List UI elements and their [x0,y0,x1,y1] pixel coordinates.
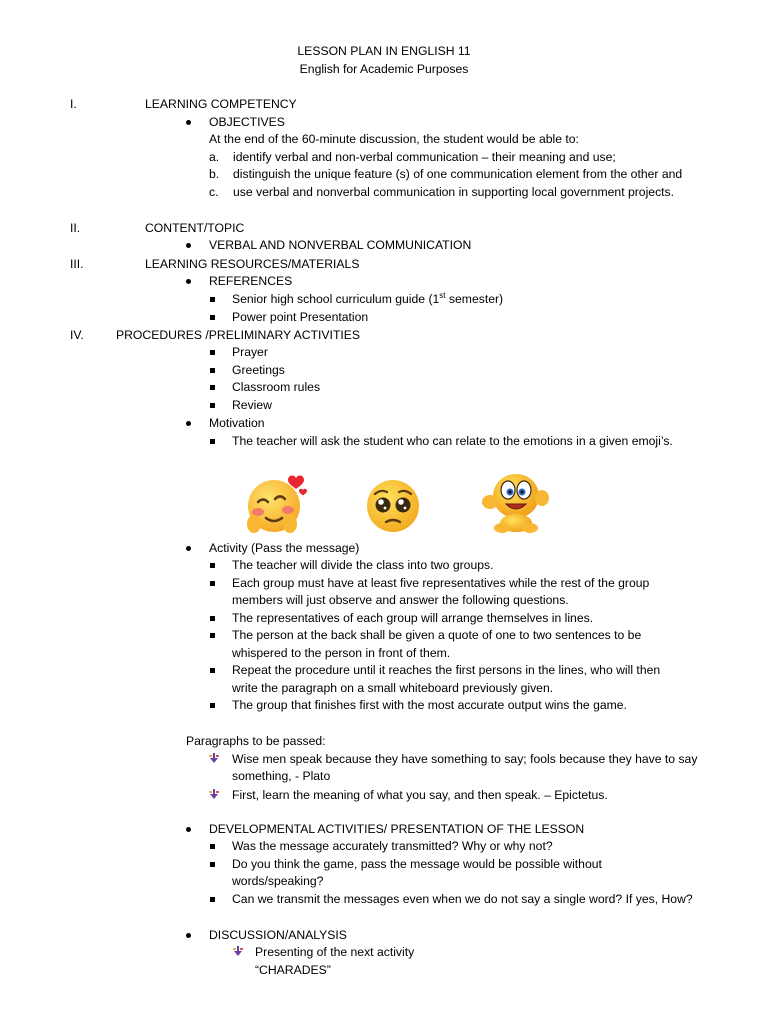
section-2-heading: CONTENT/TOPIC [145,221,245,235]
developmental-item: Can we transmit the messages even when we do not say a single word? If yes, How? [232,892,693,906]
arrow-bullet-icon [208,752,220,764]
prelim-item: Classroom rules [232,380,321,394]
charades-text: “CHARADES” [255,963,331,977]
bullet-square-icon [210,433,215,444]
objective-item: distinguish the unique feature (s) of one communication element from the other and [233,167,683,181]
bullet-square-icon [210,627,215,638]
section-1-heading: LEARNING COMPETENCY [145,97,297,111]
bullet-square-icon [210,344,215,355]
activity-item-continued: whispered to the person in front of them. [232,646,451,660]
section-2-number: II. [70,221,81,235]
bullet-dot-icon [186,237,191,248]
activity-item: Repeat the procedure until it reaches the first persons in the lines, who will then [232,663,661,677]
bullet-dot-icon [186,273,191,284]
activity-item-continued: write the paragraph on a small whiteboard previously given. [232,681,554,695]
activity-item: The representatives of each group will arrange themselves in lines. [232,611,594,625]
developmental-item-continued: words/speaking? [232,874,324,888]
bullet-dot-icon [186,114,191,125]
section-3-number: III. [70,257,84,271]
bullet-square-icon [210,379,215,390]
section-4-heading: PROCEDURES /PRELIMINARY ACTIVITIES [116,328,361,342]
section-4-number: IV. [70,328,84,342]
reference-item: Power point Presentation [232,310,369,324]
objective-letter: b. [209,167,220,181]
prelim-item: Review [232,398,272,412]
section-1-number: I. [70,97,77,111]
bullet-square-icon [210,557,215,568]
bullet-square-icon [210,397,215,408]
topic-text: VERBAL AND NONVERBAL COMMUNICATION [209,238,472,252]
objectives-label: OBJECTIVES [209,115,285,129]
section-3-heading: LEARNING RESOURCES/MATERIALS [145,257,360,271]
objective-item: use verbal and nonverbal communication in supporting local government projects. [233,185,675,199]
activity-item: The person at the back shall be given a quote of one to two sentences to be [232,628,642,642]
objective-letter: a. [209,150,220,164]
pleading-face-icon [364,478,422,534]
bullet-square-icon [210,838,215,849]
document-title: LESSON PLAN IN ENGLISH 11 [297,44,471,58]
bullet-square-icon [210,891,215,902]
bullet-square-icon [210,362,215,373]
document-subtitle: English for Academic Purposes [299,62,469,76]
excited-waving-face-icon [480,468,550,534]
quote-item: Wise men speak because they have something to say; fools because they have to say [232,752,698,766]
bullet-dot-icon [186,415,191,426]
quote-item-continued: something, - Plato [232,769,331,783]
motivation-item: The teacher will ask the student who can relate to the emotions in a given emoji’s. [232,434,673,448]
discussion-label: DISCUSSION/ANALYSIS [209,928,347,942]
paragraphs-label: Paragraphs to be passed: [186,734,326,748]
activity-item: The group that finishes first with the most accurate output wins the game. [232,698,627,712]
arrow-bullet-icon [232,945,244,957]
objective-item: identify verbal and non-verbal communication – their meaning and use; [233,150,616,164]
bullet-square-icon [210,291,215,302]
reference-item: Senior high school curriculum guide (1st semester) [232,290,504,306]
activity-item: Each group must have at least five representatives while the rest of the group [232,576,650,590]
objectives-intro: At the end of the 60-minute discussion, the student would be able to: [209,132,579,146]
next-activity-text: Presenting of the next activity [255,945,415,959]
activity-label: Activity (Pass the message) [209,541,360,555]
bullet-square-icon [210,575,215,586]
prelim-item: Prayer [232,345,268,359]
bullet-square-icon [210,697,215,708]
developmental-label: DEVELOPMENTAL ACTIVITIES/ PRESENTATION OF THE LESSON [209,822,585,836]
arrow-bullet-icon [208,788,220,800]
activity-item: The teacher will divide the class into two groups. [232,558,494,572]
quote-item: First, learn the meaning of what you say, and then speak. – Epictetus. [232,788,608,802]
prelim-item: Greetings [232,363,285,377]
bullet-dot-icon [186,927,191,938]
bullet-dot-icon [186,821,191,832]
bullet-square-icon [210,309,215,320]
motivation-label: Motivation [209,416,265,430]
bullet-square-icon [210,856,215,867]
references-label: REFERENCES [209,274,293,288]
activity-item-continued: members will just observe and answer the following questions. [232,593,569,607]
developmental-item: Do you think the game, pass the message would be possible without [232,857,602,871]
objective-letter: c. [209,185,219,199]
bullet-dot-icon [186,540,191,551]
bullet-square-icon [210,610,215,621]
bullet-square-icon [210,662,215,673]
developmental-item: Was the message accurately transmitted? Why or why not? [232,839,553,853]
blushing-heart-face-icon [244,472,312,534]
